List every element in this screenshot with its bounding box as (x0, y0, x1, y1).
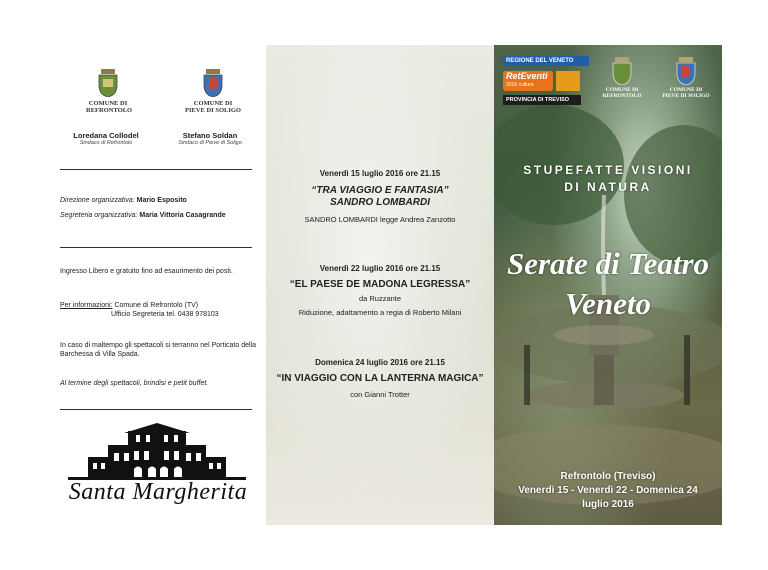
reteventi-year: 2016 (506, 82, 518, 88)
event-month: luglio 2016 (582, 499, 634, 510)
right-crest2-label: COMUNE DI PIEVE DI SOLIGO (662, 87, 710, 99)
event-dates: Venerdì 15 - Venerdì 22 - Domenica 24 (518, 485, 698, 496)
right-pieve-crest-icon (675, 57, 697, 85)
event1-date: Venerdì 15 luglio 2016 ore 21.15 (319, 169, 441, 178)
regione-text: REGIONE DEL VENETO (506, 58, 574, 64)
right-crest1-label: COMUNE DI REFRONTOLO (602, 87, 642, 99)
segreteria-label: Segreteria organizzativa: (60, 212, 138, 219)
mayor2-role: Sindaco di Pieve di Soligo (178, 140, 242, 146)
maltempo-text: In caso di maltempo gli spettacoli si terranno nel Porticato della Barchessa di Villa Spada. (60, 342, 256, 358)
main-title-line2: Veneto (564, 286, 652, 321)
mayor1-role: Sindaco di Refrontolo (79, 140, 133, 146)
info-label: Per informazioni: (60, 302, 113, 309)
event2-sub: da Ruzzante (358, 294, 402, 303)
divider-1 (60, 169, 252, 170)
pieve-di-soligo-crest-icon (202, 69, 224, 97)
right-crest-refrontolo (600, 57, 644, 99)
segreteria-value: Maria Vittoria Casagrande (139, 212, 226, 219)
reteventi-badge-icon (556, 71, 580, 91)
direzione-label: Direzione organizzativa: (60, 197, 135, 204)
right-crest-pieve (658, 57, 714, 99)
reteventi-text: RetEventi (506, 71, 548, 81)
left-panel (56, 45, 256, 525)
provincia-text: PROVINCIA DI TREVISO (506, 97, 570, 103)
event3-title: “IN VIAGGIO CON LA LANTERNA MAGICA” (276, 373, 484, 384)
event1-title: “TRA VIAGGIO E FANTASIA” (311, 185, 449, 196)
tagline-line1: STUPEFATTE VISIONI (523, 163, 693, 177)
info-line1: Comune di Refrontolo (TV) (114, 302, 199, 309)
sponsor-wordmark: Santa Margherita (68, 479, 248, 505)
crest-pieve-di-soligo (184, 69, 242, 114)
reteventi-sub (503, 82, 553, 88)
direzione-value: Mario Esposito (136, 197, 187, 204)
tagline-line2: DI NATURA (564, 180, 652, 194)
main-title-line1: Serate di Teatro (506, 246, 710, 281)
info-line2: Ufficio Segreteria tel. 0438 978103 (111, 311, 219, 318)
reteventi-logo (503, 71, 553, 91)
refrontolo-crest-icon (97, 69, 119, 97)
mayor2-name: Stefano Soldan (182, 131, 238, 140)
divider-3 (60, 409, 252, 410)
event3-sub: con Gianni Trotter (350, 390, 410, 399)
middle-panel (266, 45, 494, 525)
right-refrontolo-crest-icon (611, 57, 633, 85)
mayor1-name: Loredana Collodel (73, 131, 139, 140)
divider-2 (60, 247, 252, 248)
event2-title: “EL PAESE DE MADONA LEGRESSA” (289, 279, 471, 290)
regione-veneto-logo (503, 56, 589, 66)
direzione (60, 196, 256, 205)
villa-icon (68, 423, 246, 481)
reteventi-tag: cultura (518, 82, 534, 88)
crest1-label: COMUNE DI REFRONTOLO (86, 100, 133, 114)
crest-refrontolo (86, 69, 133, 114)
termine-text: Al termine degli spettacoli, brindisi e petit buffet. (60, 380, 209, 387)
provincia-logo (503, 95, 581, 105)
event1-sub: SANDRO LOMBARDI legge Andrea Zanzotto (304, 215, 456, 224)
event2-sub2: Riduzione, adattamento a regia di Roberto Milani (298, 308, 462, 317)
mayor1 (56, 131, 156, 146)
event1-title2: SANDRO LOMBARDI (330, 197, 430, 208)
right-panel (494, 45, 722, 525)
painting-fountain-icon (494, 45, 722, 525)
event-place: Refrontolo (Treviso) (560, 471, 656, 482)
crest2-label: COMUNE DI PIEVE DI SOLIGO (185, 100, 241, 114)
event2-date: Venerdì 22 luglio 2016 ore 21.15 (319, 264, 441, 273)
event3-date: Domenica 24 luglio 2016 ore 21.15 (315, 358, 445, 367)
ingresso-text: Ingresso Libero e gratuito fino ad esaurimento dei posti. (60, 268, 233, 275)
mayor2 (160, 131, 260, 146)
segreteria (60, 211, 256, 220)
info-block (60, 301, 256, 319)
